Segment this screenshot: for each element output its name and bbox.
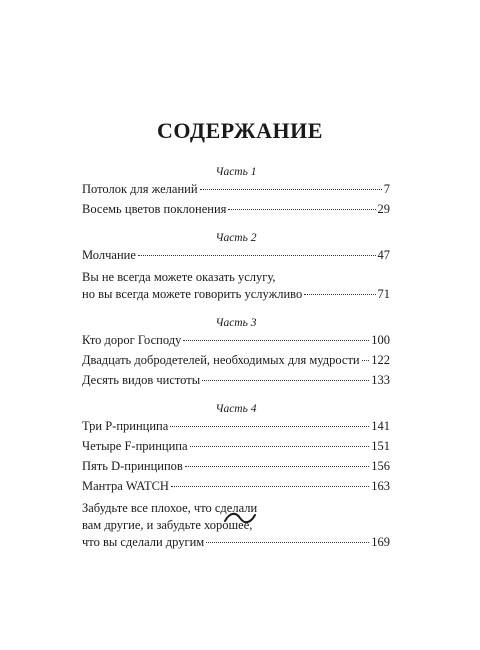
dot-leader [206, 542, 369, 543]
toc-entry-title: Кто дорог Господу [82, 333, 182, 347]
toc-entry-title: Потолок для желаний [82, 182, 198, 196]
toc-entry-row [82, 418, 390, 435]
toc-entry-row [82, 181, 390, 198]
toc-entry-title: Молчание [82, 248, 136, 262]
toc-entry-row [82, 286, 390, 303]
toc-entry-row [82, 247, 390, 264]
page-number: 141 [371, 419, 390, 433]
part-title: Часть 1 [215, 166, 257, 178]
toc-entry [82, 201, 390, 218]
toc-entry-title: что вы сделали другим [82, 535, 205, 549]
toc-entry [82, 332, 390, 349]
dot-leader [190, 446, 370, 447]
page-number: 71 [377, 287, 390, 301]
tilde-ornament-icon [222, 510, 258, 526]
toc-entry-title-line: Забудьте все плохое, что сделали [82, 501, 258, 515]
toc-entry-title: Четыре F-принципа [82, 439, 188, 453]
toc-entry-row [82, 372, 390, 389]
part-title: Часть 3 [215, 317, 257, 329]
dot-leader [185, 466, 369, 467]
dot-leader [228, 209, 375, 210]
dot-leader [200, 189, 382, 190]
toc-entry-title-line: вам другие, и забудьте хорошее, [82, 518, 253, 532]
toc-entry-row [82, 478, 390, 495]
dot-leader [138, 255, 376, 256]
toc-entry-title: Двадцать добродетелей, необходимых для мудрости [82, 353, 360, 367]
toc-entry-title: Пять D-принципов [82, 459, 183, 473]
page-number: 163 [371, 479, 390, 493]
toc-part [82, 403, 390, 551]
part-title: Часть 2 [215, 232, 257, 244]
toc-part [82, 166, 390, 218]
toc-entry-title: Десять видов чистоты [82, 373, 201, 387]
toc-entry-row [82, 332, 390, 349]
page-number: 47 [377, 248, 390, 262]
toc-part [82, 317, 390, 389]
page-number: 29 [377, 202, 390, 216]
page-number: 169 [371, 535, 390, 549]
toc-entry [82, 247, 390, 264]
dot-leader [202, 380, 369, 381]
toc-entry-title: Три P-принципа [82, 419, 169, 433]
toc-entry [82, 372, 390, 389]
toc-entry-title: но вы всегда можете говорить услужливо [82, 287, 303, 301]
dot-leader [171, 486, 369, 487]
toc-entry [82, 458, 390, 475]
toc-entry [82, 181, 390, 198]
page-title: СОДЕРЖАНИЕ [157, 118, 323, 143]
page-number: 156 [371, 459, 390, 473]
dot-leader [304, 294, 375, 295]
dot-leader [170, 426, 369, 427]
toc-entry [82, 352, 390, 369]
page-number: 151 [371, 439, 390, 453]
table-of-contents [82, 166, 390, 565]
toc-entry [82, 438, 390, 455]
toc-entry [82, 269, 390, 303]
toc-entry-row [82, 438, 390, 455]
toc-entry-title: Восемь цветов поклонения [82, 202, 227, 216]
toc-entry [82, 418, 390, 435]
toc-entry-row [82, 458, 390, 475]
toc-entry [82, 478, 390, 495]
toc-entry-row [82, 201, 390, 218]
dot-leader [183, 340, 369, 341]
dot-leader [362, 360, 370, 361]
part-title: Часть 4 [215, 403, 257, 415]
page-number: 7 [383, 182, 390, 196]
toc-entry-title: Мантра WATCH [82, 479, 169, 493]
toc-part [82, 232, 390, 303]
page-number: 133 [371, 373, 390, 387]
page-number: 122 [371, 353, 390, 367]
page-number: 100 [371, 333, 390, 347]
toc-entry-row [82, 534, 390, 551]
toc-entry-title-line: Вы не всегда можете оказать услугу, [82, 270, 276, 284]
toc-entry-row [82, 352, 390, 369]
